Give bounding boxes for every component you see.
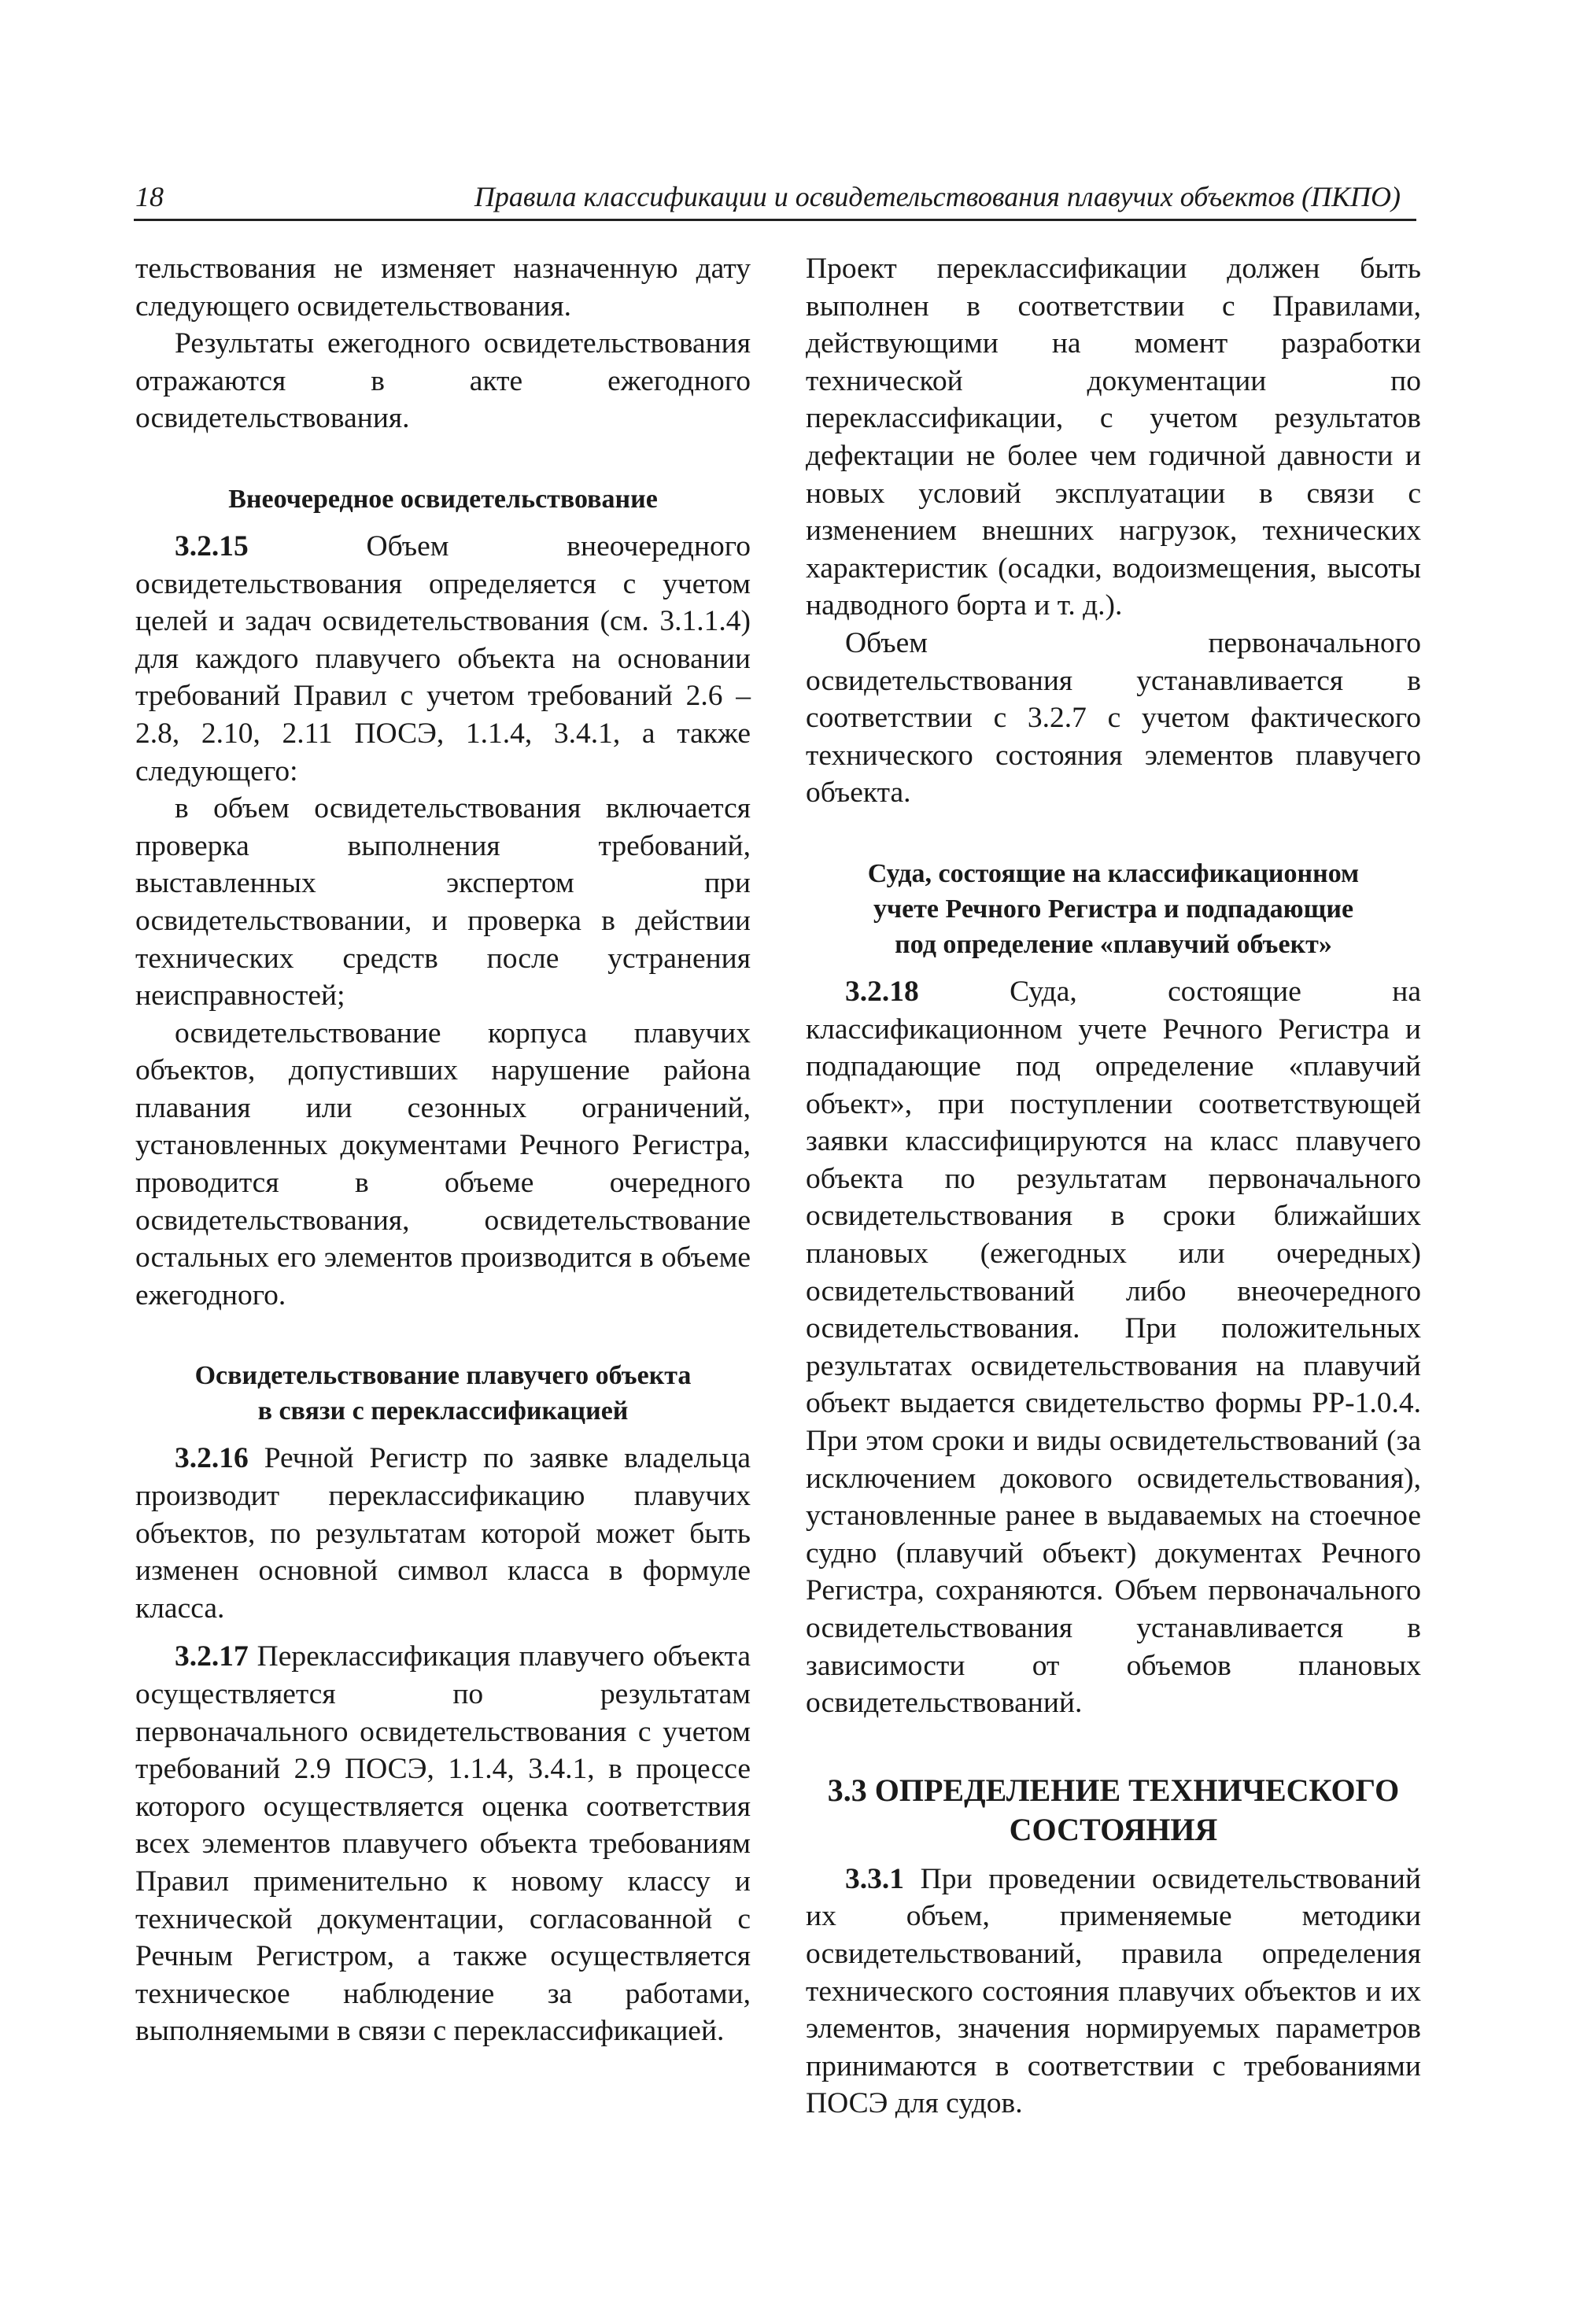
list-item: освидетельствование корпуса плавучих объектов, допустивших нарушение района плавания или сезонных ограничений, установленных документами Речного Регистра, проводится в объеме очередного освидетельствования, освидетельствование остальных его элементов производится в объеме ежегодного. [135,1016,751,1311]
section-number: 3.2.18 [845,975,919,1008]
heading-ships-floating-objects: Суда, состоящие на классификационном учете Речного Регистра и подпадающие под определение «плавучий объект» [867,858,1360,959]
heading-reclassification: Освидетельствование плавучего объекта в связи с переклассификацией [194,1361,692,1426]
section-text: При проведении освидетельствований их объем, применяемые методики освидетельствований, правила определения технического состояния плавучих объектов и их элементов, значения нормируемых параметров принимаются в соответствии с требованиями ПОСЭ для судов. [806,1862,1421,2120]
section-text: Переклассификация плавучего объекта осуществляется по результатам первоначального освидетельствования с учетом требований 2.9 ПОСЭ, 1.1.4, 3.4.1, в процессе которого осуществляется оценка соответствия всех элементов плавучего объекта требованиям Правил применительно к новому классу и технической документации, согласованной с Речным Регистром, а также осуществляется техническое наблюдение за работами, выполняемыми в связи с переклассификацией. [135,1640,751,2048]
section-number: 3.2.17 [175,1640,249,1673]
heading-3-3: 3.3 ОПРЕДЕЛЕНИЕ ТЕХНИЧЕСКОГО СОСТОЯНИЯ [827,1772,1400,1847]
paragraph-project: Проект переклассификации должен быть выполнен в соответствии с Правилами, действующими на момент разработки технической документации по переклассификации, с учетом результатов дефектации не более чем годичной давности и новых условий эксплуатации в связи с изменением внешних нагрузок, технических характеристик (осадки, водоизмещения, высоты надводного борта и т. д.). [806,253,1421,622]
paragraph-initial-survey-scope: Объем первоначального освидетельствования устанавливается в соответствии с 3.2.7 с учетом фактического технического состояния элементов плавучего объекта. [806,626,1421,810]
section-number: 3.2.15 [175,529,249,563]
left-column [135,250,751,2050]
running-header [134,178,1416,221]
section-3-2-18 [806,973,1421,1722]
paragraph-annual-results: Результаты ежегодного освидетельствования отражаются в акте ежегодного освидетельствования. [135,327,751,435]
section-number: 3.3.1 [845,1862,904,1895]
section-3-2-17 [135,1638,751,2050]
section-number: 3.2.16 [175,1442,249,1475]
section-3-3-1 [806,1861,1421,2123]
section-text: Суда, состоящие на классификационном учете Речного Регистра и подпадающие под определение «плавучий объект», при поступлении соответствующей заявки классифицируются на класс плавучего объекта по результатам первоначального освидетельствования в сроки ближайших плановых (ежегодных или очередных) освидетельствований либо внеочередного освидетельствования. При положительных результатах освидетельствования на плавучий объект выдается свидетельство формы РР-1.0.4. При этом сроки и виды освидетельствований (за исключением докового освидетельствования), установленные ранее в выдаваемых на стоечное судно (плавучий объект) документах Речного Регистра, сохраняются. Объем первоначального освидетельствования устанавливается в зависимости от объемов плановых освидетельствований. [806,975,1421,1720]
section-3-2-15 [135,528,751,790]
section-3-2-16 [135,1440,751,1627]
heading-extraordinary-survey: Внеочередное освидетельствование [228,484,658,514]
section-text: Речной Регистр по заявке владельца производит переклассификацию плавучих объектов, по результатам которой может быть изменен основной символ класса в формуле класса. [135,1442,751,1625]
right-column [806,250,1421,2123]
header-title: Правила классификации и освидетельствования плавучих объектов (ПКПО) [474,181,1401,212]
paragraph-continued: тельствования не изменяет назначенную дату следующего освидетельствования. [135,253,751,323]
list-item: в объем освидетельствования включается проверка выполнения требований, выставленных экспертом при освидетельствовании, и проверка в действии технических средств после устранения неисправностей; [135,792,751,1013]
section-text: Объем внеочередного освидетельствования определяется с учетом целей и задач освидетельствования (см. 3.1.1.4) для каждого плавучего объекта на основании требований Правил с учетом требований 2.6 – 2.8, 2.10, 2.11 ПОСЭ, 1.1.4, 3.4.1, а также следующего: [135,529,751,788]
page-number: 18 [135,181,164,212]
